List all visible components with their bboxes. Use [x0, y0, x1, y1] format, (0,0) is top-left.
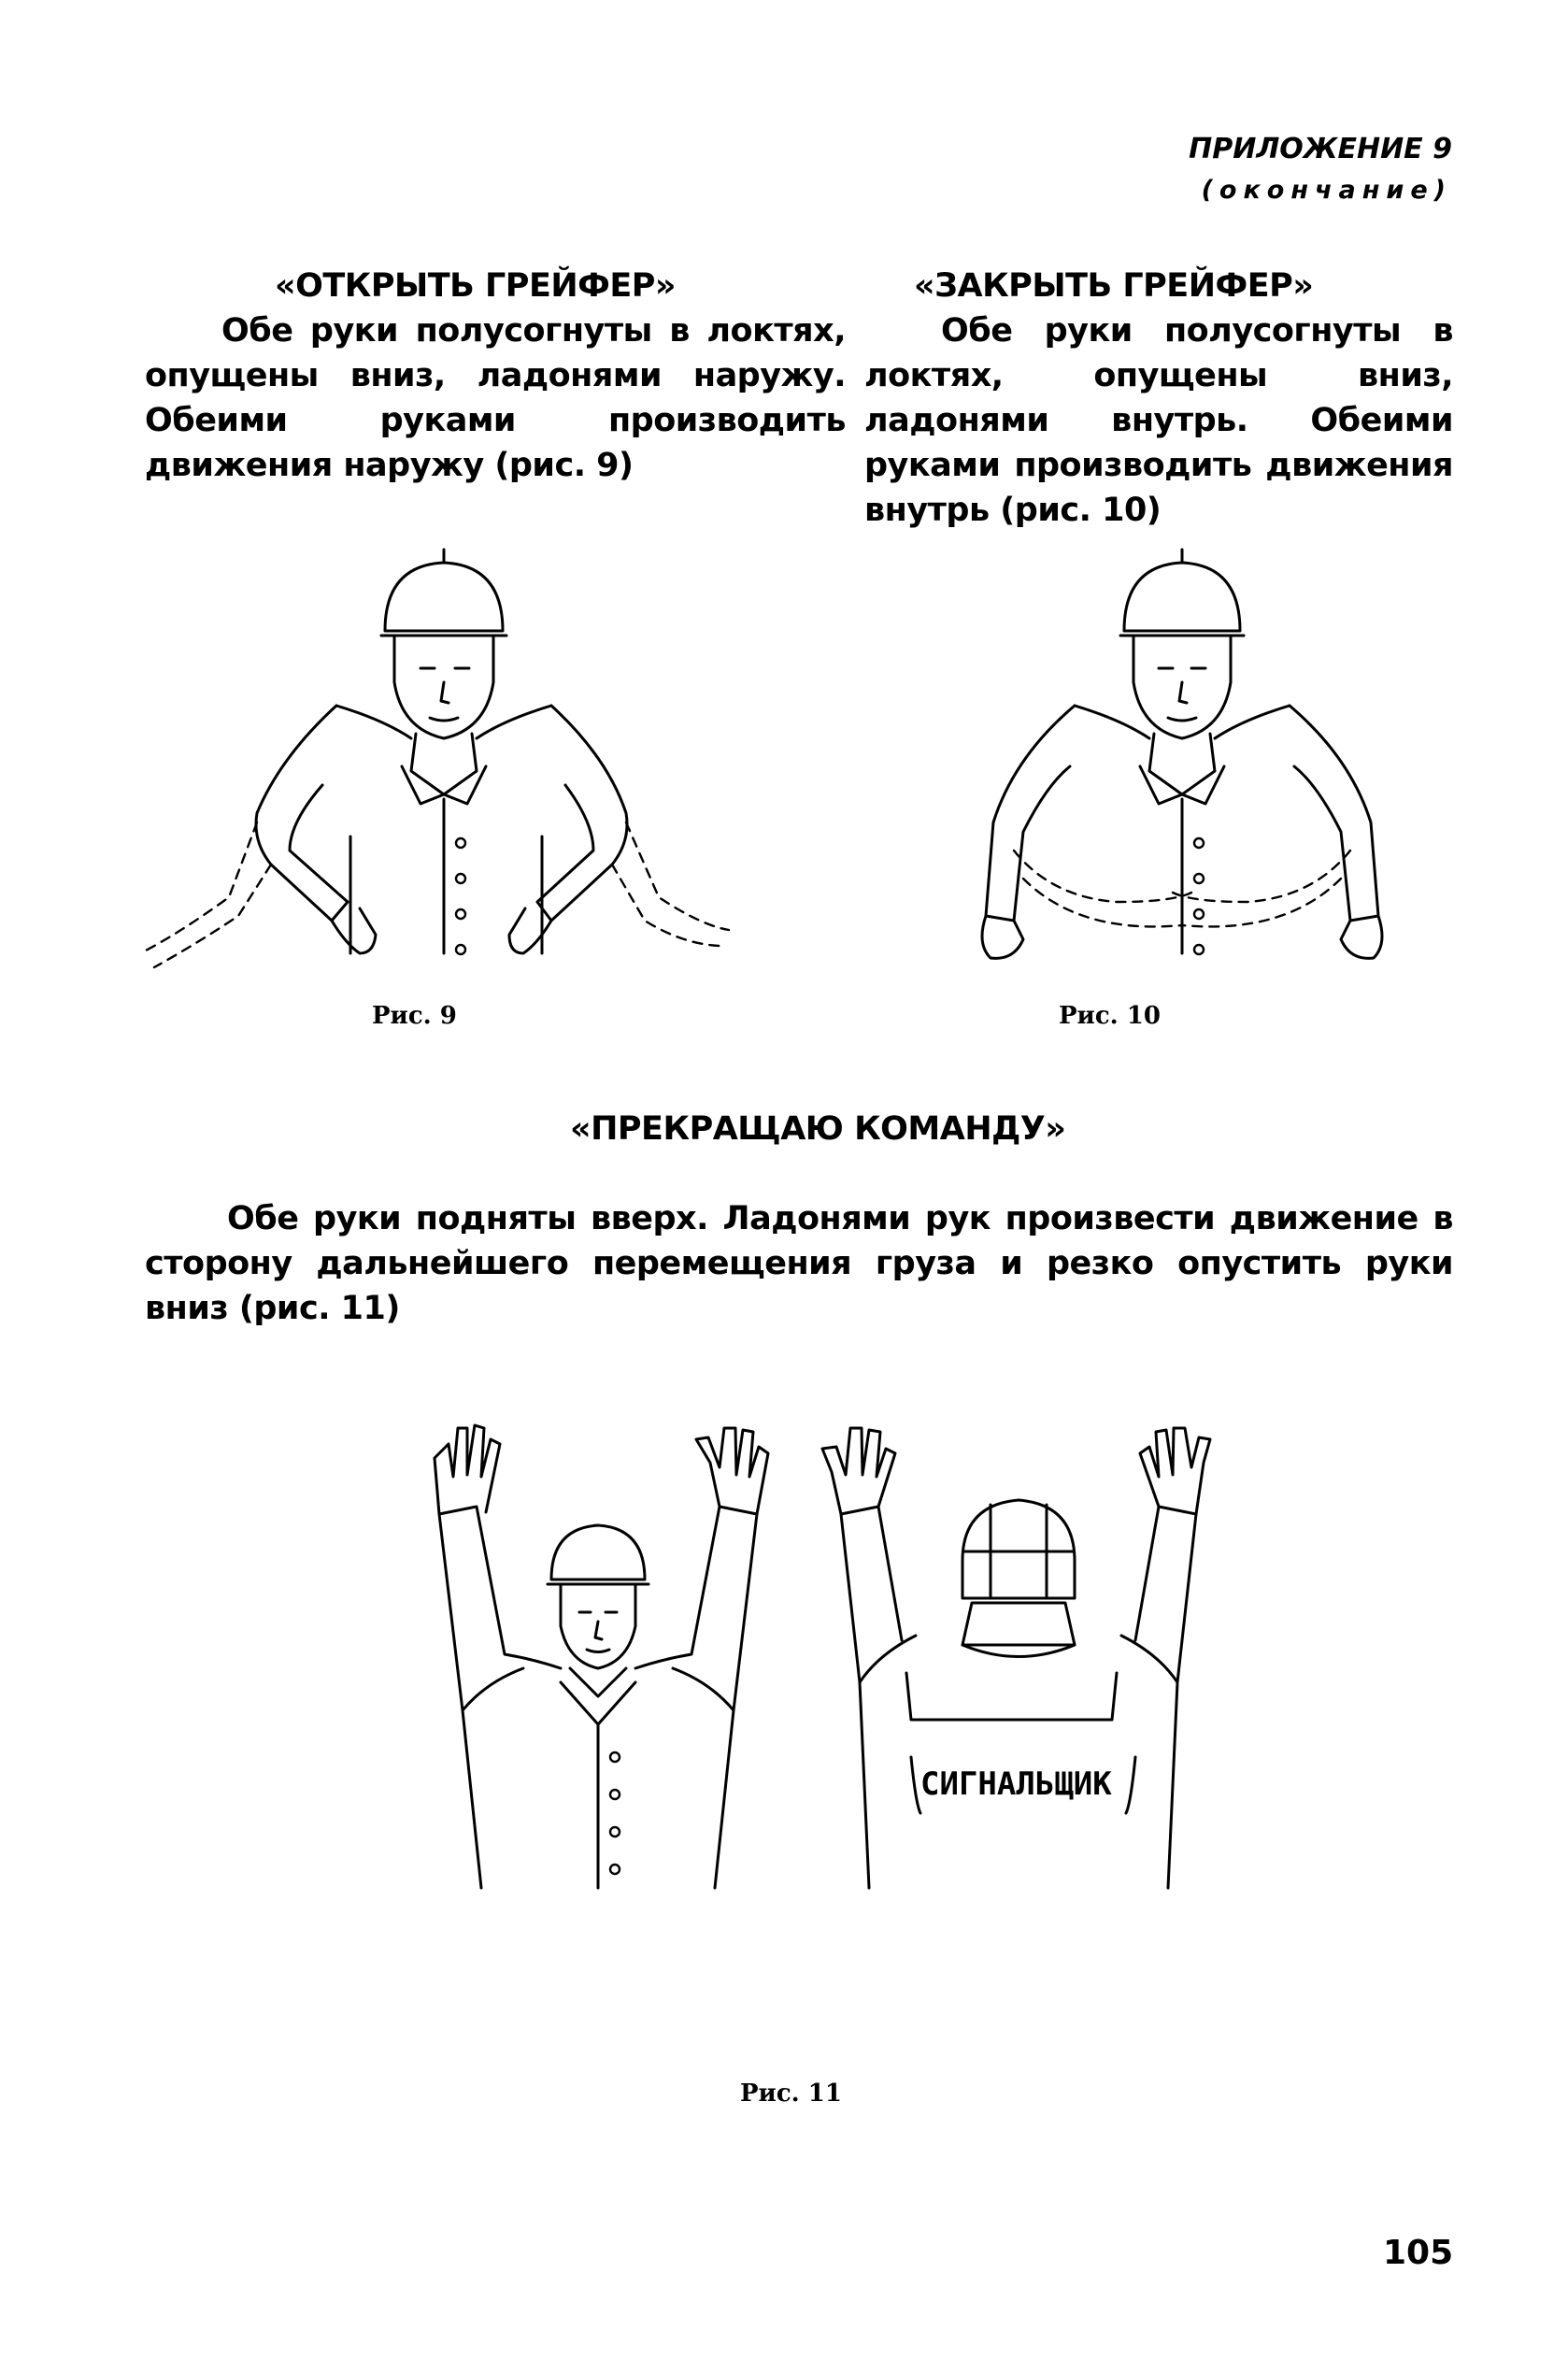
figure-10-caption: Рис. 10 [1059, 1002, 1161, 1030]
section-close-text-content: Обе руки полусогнуты в локтях, опущены вниз, ладонями внутрь. Обеими руками производить движения внутрь (рис. 10) [864, 312, 1453, 529]
figure-11-caption: Рис. 11 [740, 2080, 842, 2108]
appendix-title: ПРИЛОЖЕНИЕ 9 [1189, 133, 1452, 165]
section-stop-text-content: Обе руки подняты вверх. Ладонями рук произвести движение в сторону дальнейшего перемещения груза и резко опустить руки вниз (рис. 11) [145, 1200, 1453, 1327]
section-open-title: «ОТКРЫТЬ ГРЕЙФЕР» [275, 267, 677, 305]
appendix-note: (окончание) [1201, 176, 1452, 205]
figure-11-illustration [411, 1402, 1233, 1925]
section-open-text-content: Обе руки полусогнуты в локтях, опущены вниз, ладонями наружу. Обеими руками производить движения наружу (рис. 9) [145, 312, 846, 484]
signaler-back-label: СИГНАЛЬЩИК [920, 1765, 1112, 1803]
section-close-title: «ЗАКРЫТЬ ГРЕЙФЕР» [914, 267, 1314, 305]
figure-11-back-view [822, 1428, 1210, 1888]
figure-10-illustration [892, 542, 1481, 981]
section-stop-title: «ПРЕКРАЩАЮ КОМАНДУ» [570, 1110, 1066, 1148]
figure-11-front-view [435, 1425, 768, 1888]
figure-9-caption: Рис. 9 [372, 1002, 457, 1030]
appendix-header [1189, 129, 1452, 211]
section-open-text [145, 308, 846, 488]
page-number: 105 [1383, 2234, 1454, 2272]
section-close-text [864, 308, 1453, 533]
section-stop-text [145, 1196, 1453, 1331]
figure-9-illustration [140, 542, 757, 981]
